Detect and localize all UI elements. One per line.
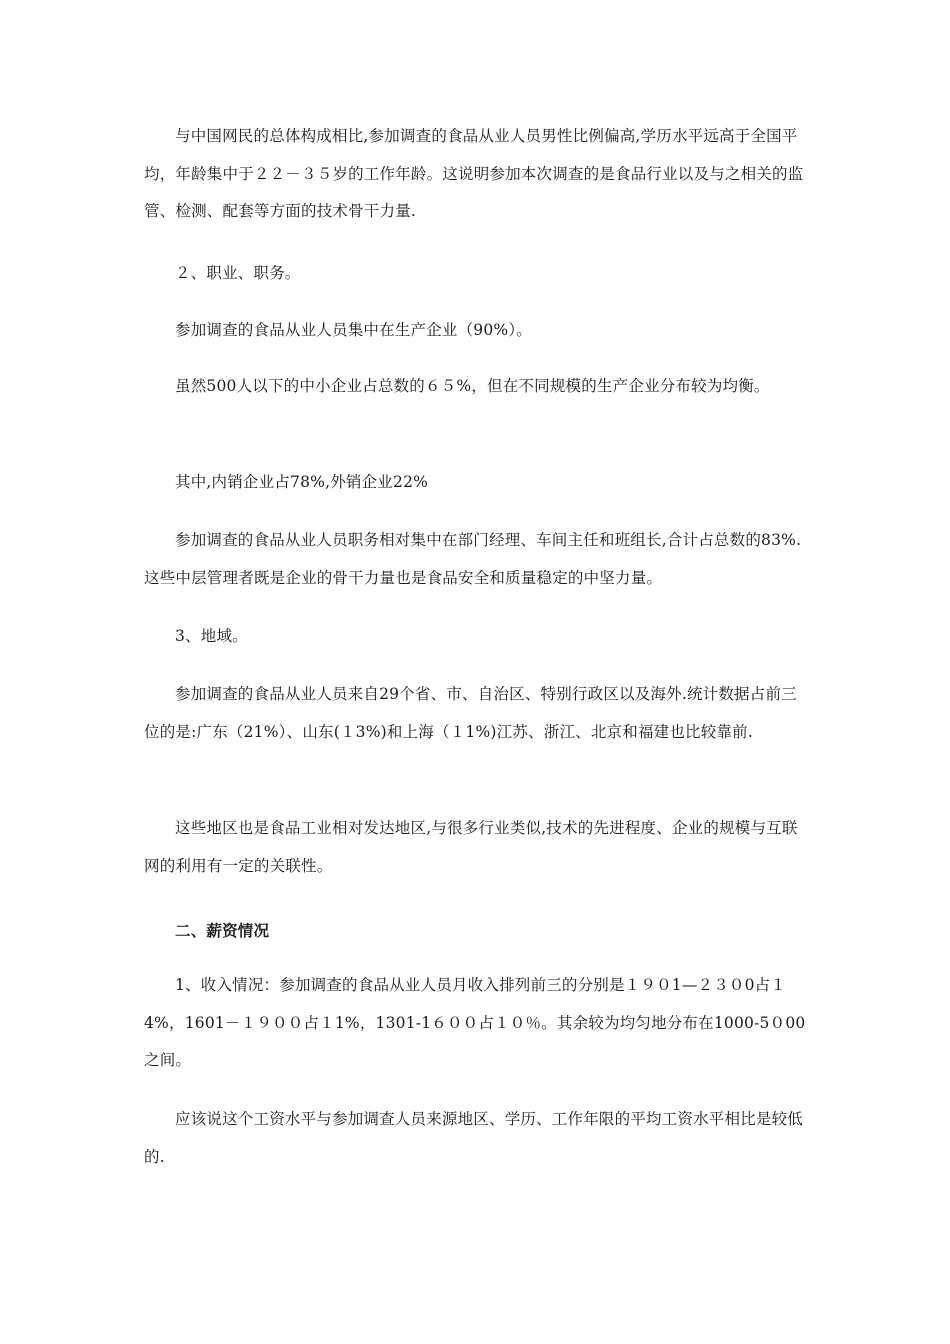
paragraph-salary-comparison: 应该说这个工资水平与参加调查人员来源地区、学历、工作年限的平均工资水平相比是较低的. (144, 1110, 804, 1166)
paragraph-domestic-export: 其中,内销企业占78%,外销企业22% (175, 473, 429, 491)
paragraph-production-enterprises: 参加调查的食品从业人员集中在生产企业（90%）。 (175, 321, 533, 339)
paragraph-income: 1、收入情况：参加调查的食品从业人员月收入排列前三的分别是１９０1—２３０0占１4%，1601－１９００占１1%，1301-1６００占１０％。其余较为均匀地分布在1000-5０00之间。 (144, 976, 806, 1069)
paragraph-regional-correlation: 这些地区也是食品工业相对发达地区,与很多行业类似,技术的先进程度、企业的规模与互联网的利用有一定的关联性。 (144, 819, 798, 875)
paragraph-job-positions: 参加调查的食品从业人员职务相对集中在部门经理、车间主任和班组长,合计占总数的83%.这些中层管理者既是企业的骨干力量也是食品安全和质量稳定的中坚力量。 (144, 531, 802, 587)
paragraph-demographics: 与中国网民的总体构成相比,参加调查的食品从业人员男性比例偏高,学历水平远高于全国平均，年龄集中于２２－３５岁的工作年龄。这说明参加本次调查的是食品行业以及与之相关的监管、检测、配套等方面的技术骨干力量. (144, 127, 804, 220)
section-heading-salary: 二、薪资情况 (175, 921, 270, 940)
paragraph-regions: 参加调查的食品从业人员来自29个省、市、自治区、特别行政区以及海外.统计数据占前三位的是:广东（21%）、山东(１3%)和上海（１1%)江苏、浙江、北京和福建也比较靠前. (144, 685, 797, 741)
section-heading-occupation: ２、职业、职务。 (175, 264, 301, 282)
paragraph-enterprise-size: 虽然500人以下的中小企业占总数的６５%，但在不同规模的生产企业分布较为均衡。 (175, 377, 770, 395)
section-heading-region: 3、地域。 (175, 627, 248, 645)
